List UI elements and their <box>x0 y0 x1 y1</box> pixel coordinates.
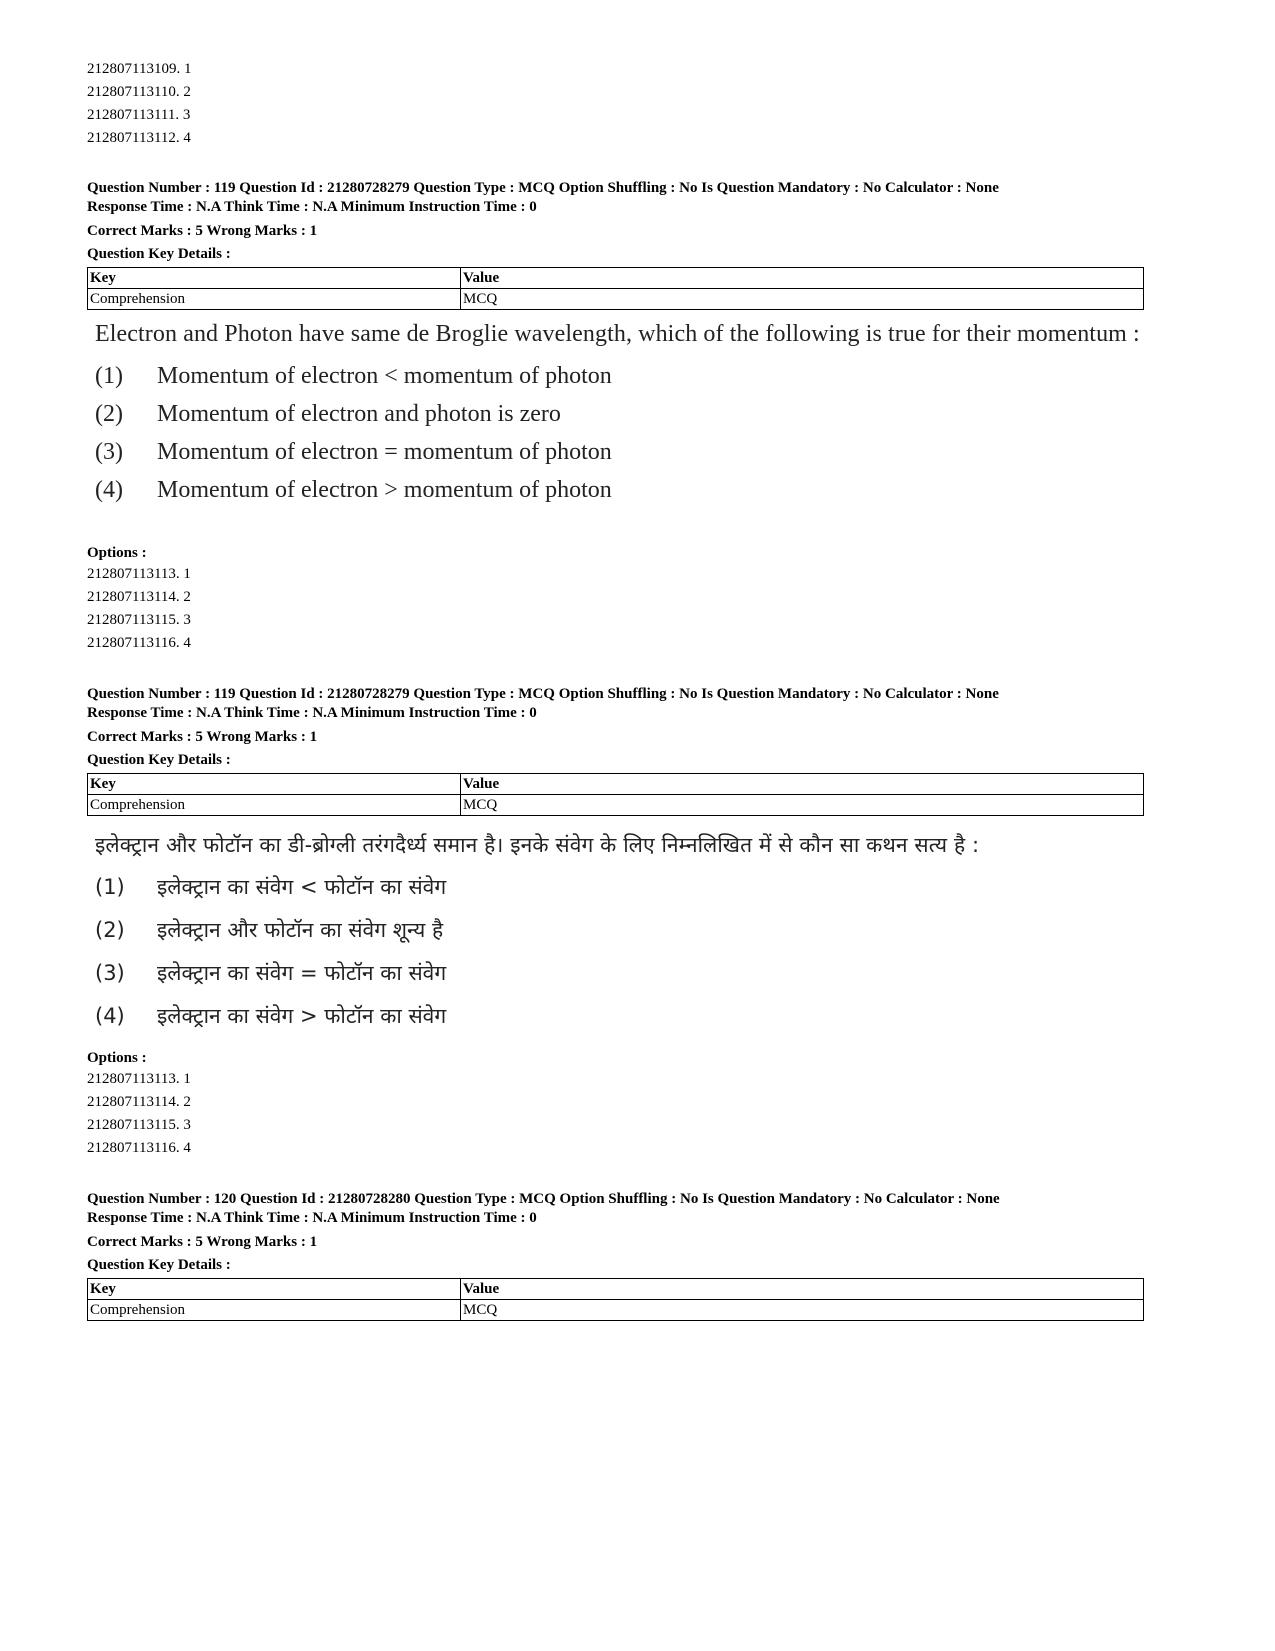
choice-item <box>95 995 1175 1038</box>
choice-text: Momentum of electron > momentum of photon <box>157 477 612 503</box>
table-cell-value: MCQ <box>461 795 1144 816</box>
top-options-list <box>87 58 191 150</box>
question-timing-line: Response Time : N.A Think Time : N.A Minimum Instruction Time : 0 <box>87 1210 537 1226</box>
question-image-hi <box>95 831 1175 1038</box>
marks-line: Correct Marks : 5 Wrong Marks : 1 <box>87 729 318 745</box>
question-timing-line: Response Time : N.A Think Time : N.A Minimum Instruction Time : 0 <box>87 199 537 215</box>
options-label: Options : <box>87 545 147 561</box>
key-details-label: Question Key Details : <box>87 1257 231 1273</box>
table-cell-value: MCQ <box>461 289 1144 310</box>
question-image-en <box>95 320 1155 509</box>
choice-text: इलेक्ट्रान का संवेग = फोटॉन का संवेग <box>157 961 447 985</box>
table-header-value: Value <box>461 1279 1144 1300</box>
option-item: 212807113110. 2 <box>87 84 191 100</box>
options-section <box>87 1048 191 1160</box>
marks-line: Correct Marks : 5 Wrong Marks : 1 <box>87 223 318 239</box>
choice-item <box>95 952 1175 995</box>
choice-text: इलेक्ट्रान का संवेग < फोटॉन का संवेग <box>157 875 447 899</box>
table-row <box>88 1300 1144 1321</box>
choice-number: (3) <box>95 961 125 985</box>
question-text: इलेक्ट्रान और फोटॉन का डी-ब्रोग्ली तरंगदैर्ध्य समान है। इनके संवेग के लिए निम्नलिखित में से कौन सा कथन सत्य है : <box>95 833 980 857</box>
marks-line: Correct Marks : 5 Wrong Marks : 1 <box>87 1234 318 1250</box>
options-section <box>87 543 191 655</box>
option-item: 212807113115. 3 <box>87 612 191 628</box>
key-details-label: Question Key Details : <box>87 246 231 262</box>
choice-text: इलेक्ट्रान और फोटॉन का संवेग शून्य है <box>157 918 444 942</box>
choice-number: (1) <box>95 875 125 899</box>
key-value-table <box>87 1278 1144 1321</box>
key-value-table <box>87 773 1144 816</box>
option-item: 212807113115. 3 <box>87 1117 191 1133</box>
choice-text: Momentum of electron < momentum of photon <box>157 363 612 389</box>
table-header-value: Value <box>461 268 1144 289</box>
option-item: 212807113113. 1 <box>87 1071 191 1087</box>
key-details-label: Question Key Details : <box>87 752 231 768</box>
option-item: 212807113116. 4 <box>87 1140 191 1156</box>
table-row <box>88 289 1144 310</box>
table-header-value: Value <box>461 774 1144 795</box>
question-block-119-hi <box>87 685 1144 816</box>
table-cell-key: Comprehension <box>88 289 461 310</box>
option-item: 212807113112. 4 <box>87 130 191 146</box>
option-item: 212807113113. 1 <box>87 566 191 582</box>
question-block-120 <box>87 1190 1144 1321</box>
table-header-key: Key <box>88 1279 461 1300</box>
choice-text: इलेक्ट्रान का संवेग > फोटॉन का संवेग <box>157 1004 447 1028</box>
question-text: Electron and Photon have same de Broglie wavelength, which of the following is true for their momentum : <box>95 321 1140 347</box>
choice-item <box>95 866 1175 909</box>
choice-number: (2) <box>95 918 125 942</box>
question-meta-line: Question Number : 120 Question Id : 21280728280 Question Type : MCQ Option Shuffling : No Is Question Mandatory : No Calculator : None <box>87 1191 1000 1207</box>
table-cell-key: Comprehension <box>88 795 461 816</box>
choice-number: (4) <box>95 1004 125 1028</box>
table-header-row <box>88 1279 1144 1300</box>
table-header-key: Key <box>88 268 461 289</box>
choice-number: (4) <box>95 477 123 503</box>
option-item: 212807113111. 3 <box>87 107 191 123</box>
option-item: 212807113114. 2 <box>87 1094 191 1110</box>
table-header-key: Key <box>88 774 461 795</box>
choice-text: Momentum of electron = momentum of photon <box>157 439 612 465</box>
table-row <box>88 795 1144 816</box>
table-header-row <box>88 268 1144 289</box>
question-meta-line: Question Number : 119 Question Id : 21280728279 Question Type : MCQ Option Shuffling : No Is Question Mandatory : No Calculator : None <box>87 686 999 702</box>
choice-item <box>95 433 1155 471</box>
option-item: 212807113116. 4 <box>87 635 191 651</box>
choice-item <box>95 909 1175 952</box>
option-item: 212807113114. 2 <box>87 589 191 605</box>
question-meta-line: Question Number : 119 Question Id : 21280728279 Question Type : MCQ Option Shuffling : No Is Question Mandatory : No Calculator : None <box>87 180 999 196</box>
table-header-row <box>88 774 1144 795</box>
options-label: Options : <box>87 1050 147 1066</box>
choice-text: Momentum of electron and photon is zero <box>157 401 561 427</box>
table-cell-key: Comprehension <box>88 1300 461 1321</box>
choice-item <box>95 471 1155 509</box>
table-cell-value: MCQ <box>461 1300 1144 1321</box>
question-block-119-en <box>87 179 1144 310</box>
key-value-table <box>87 267 1144 310</box>
choice-number: (2) <box>95 401 123 427</box>
question-timing-line: Response Time : N.A Think Time : N.A Minimum Instruction Time : 0 <box>87 705 537 721</box>
choice-number: (1) <box>95 363 123 389</box>
option-item: 212807113109. 1 <box>87 61 192 77</box>
choice-item <box>95 395 1155 433</box>
choice-item <box>95 357 1155 395</box>
choice-number: (3) <box>95 439 123 465</box>
